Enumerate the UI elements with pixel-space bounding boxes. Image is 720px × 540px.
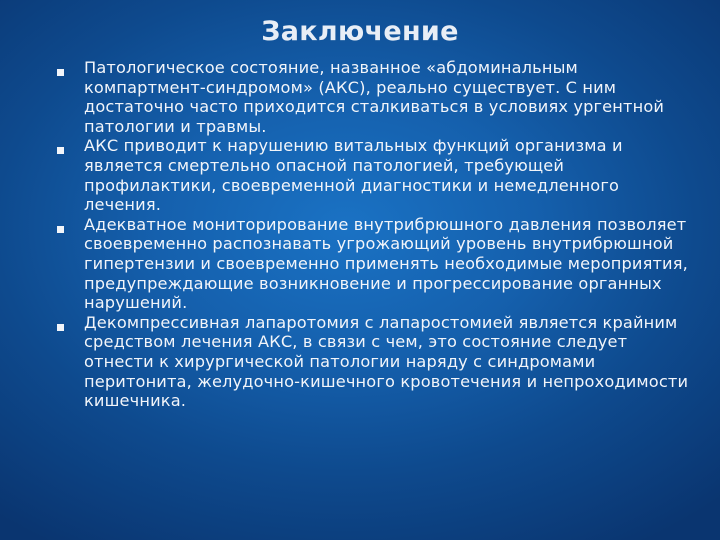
bullet-item [53, 313, 693, 411]
slide-title: Заключение [261, 16, 459, 47]
bullet-text: АКС приводит к нарушению витальных функций организма и является смертельно опасной патологией, требующей профилактики, своевременной диагностики и немедленного лечения. [84, 136, 623, 215]
square-bullet-icon [57, 324, 64, 331]
bullet-item [53, 136, 693, 214]
square-bullet-icon [57, 69, 64, 76]
bullet-text: Адекватное мониторирование внутрибрюшного давления позволяет своевременно распознавать угрожающий уровень внутрибрюшной гипертензии и своевременно применять необходимые мероприятия, предупреждающие возникновение и прогрессирование органных нарушений. [84, 214, 688, 313]
bullet-list [53, 58, 693, 411]
bullet-item [53, 58, 693, 136]
square-bullet-icon [57, 147, 64, 154]
bullet-item [53, 215, 693, 313]
bullet-text: Патологическое состояние, названное «абдоминальным компартмент-синдромом» (АКС), реально существует. С ним достаточно часто приходится сталкиваться в условиях ургентной патологии и травмы. [84, 58, 665, 136]
square-bullet-icon [57, 226, 64, 233]
bullet-text: Декомпрессивная лапаротомия с лапаростомией является крайним средством лечения АКС, в связи с чем, это состояние следует отнести к хирургической патологии наряду с синдромами перитонита, желудочно-кишечного кровотечения и непроходимости кишечника. [84, 312, 689, 411]
